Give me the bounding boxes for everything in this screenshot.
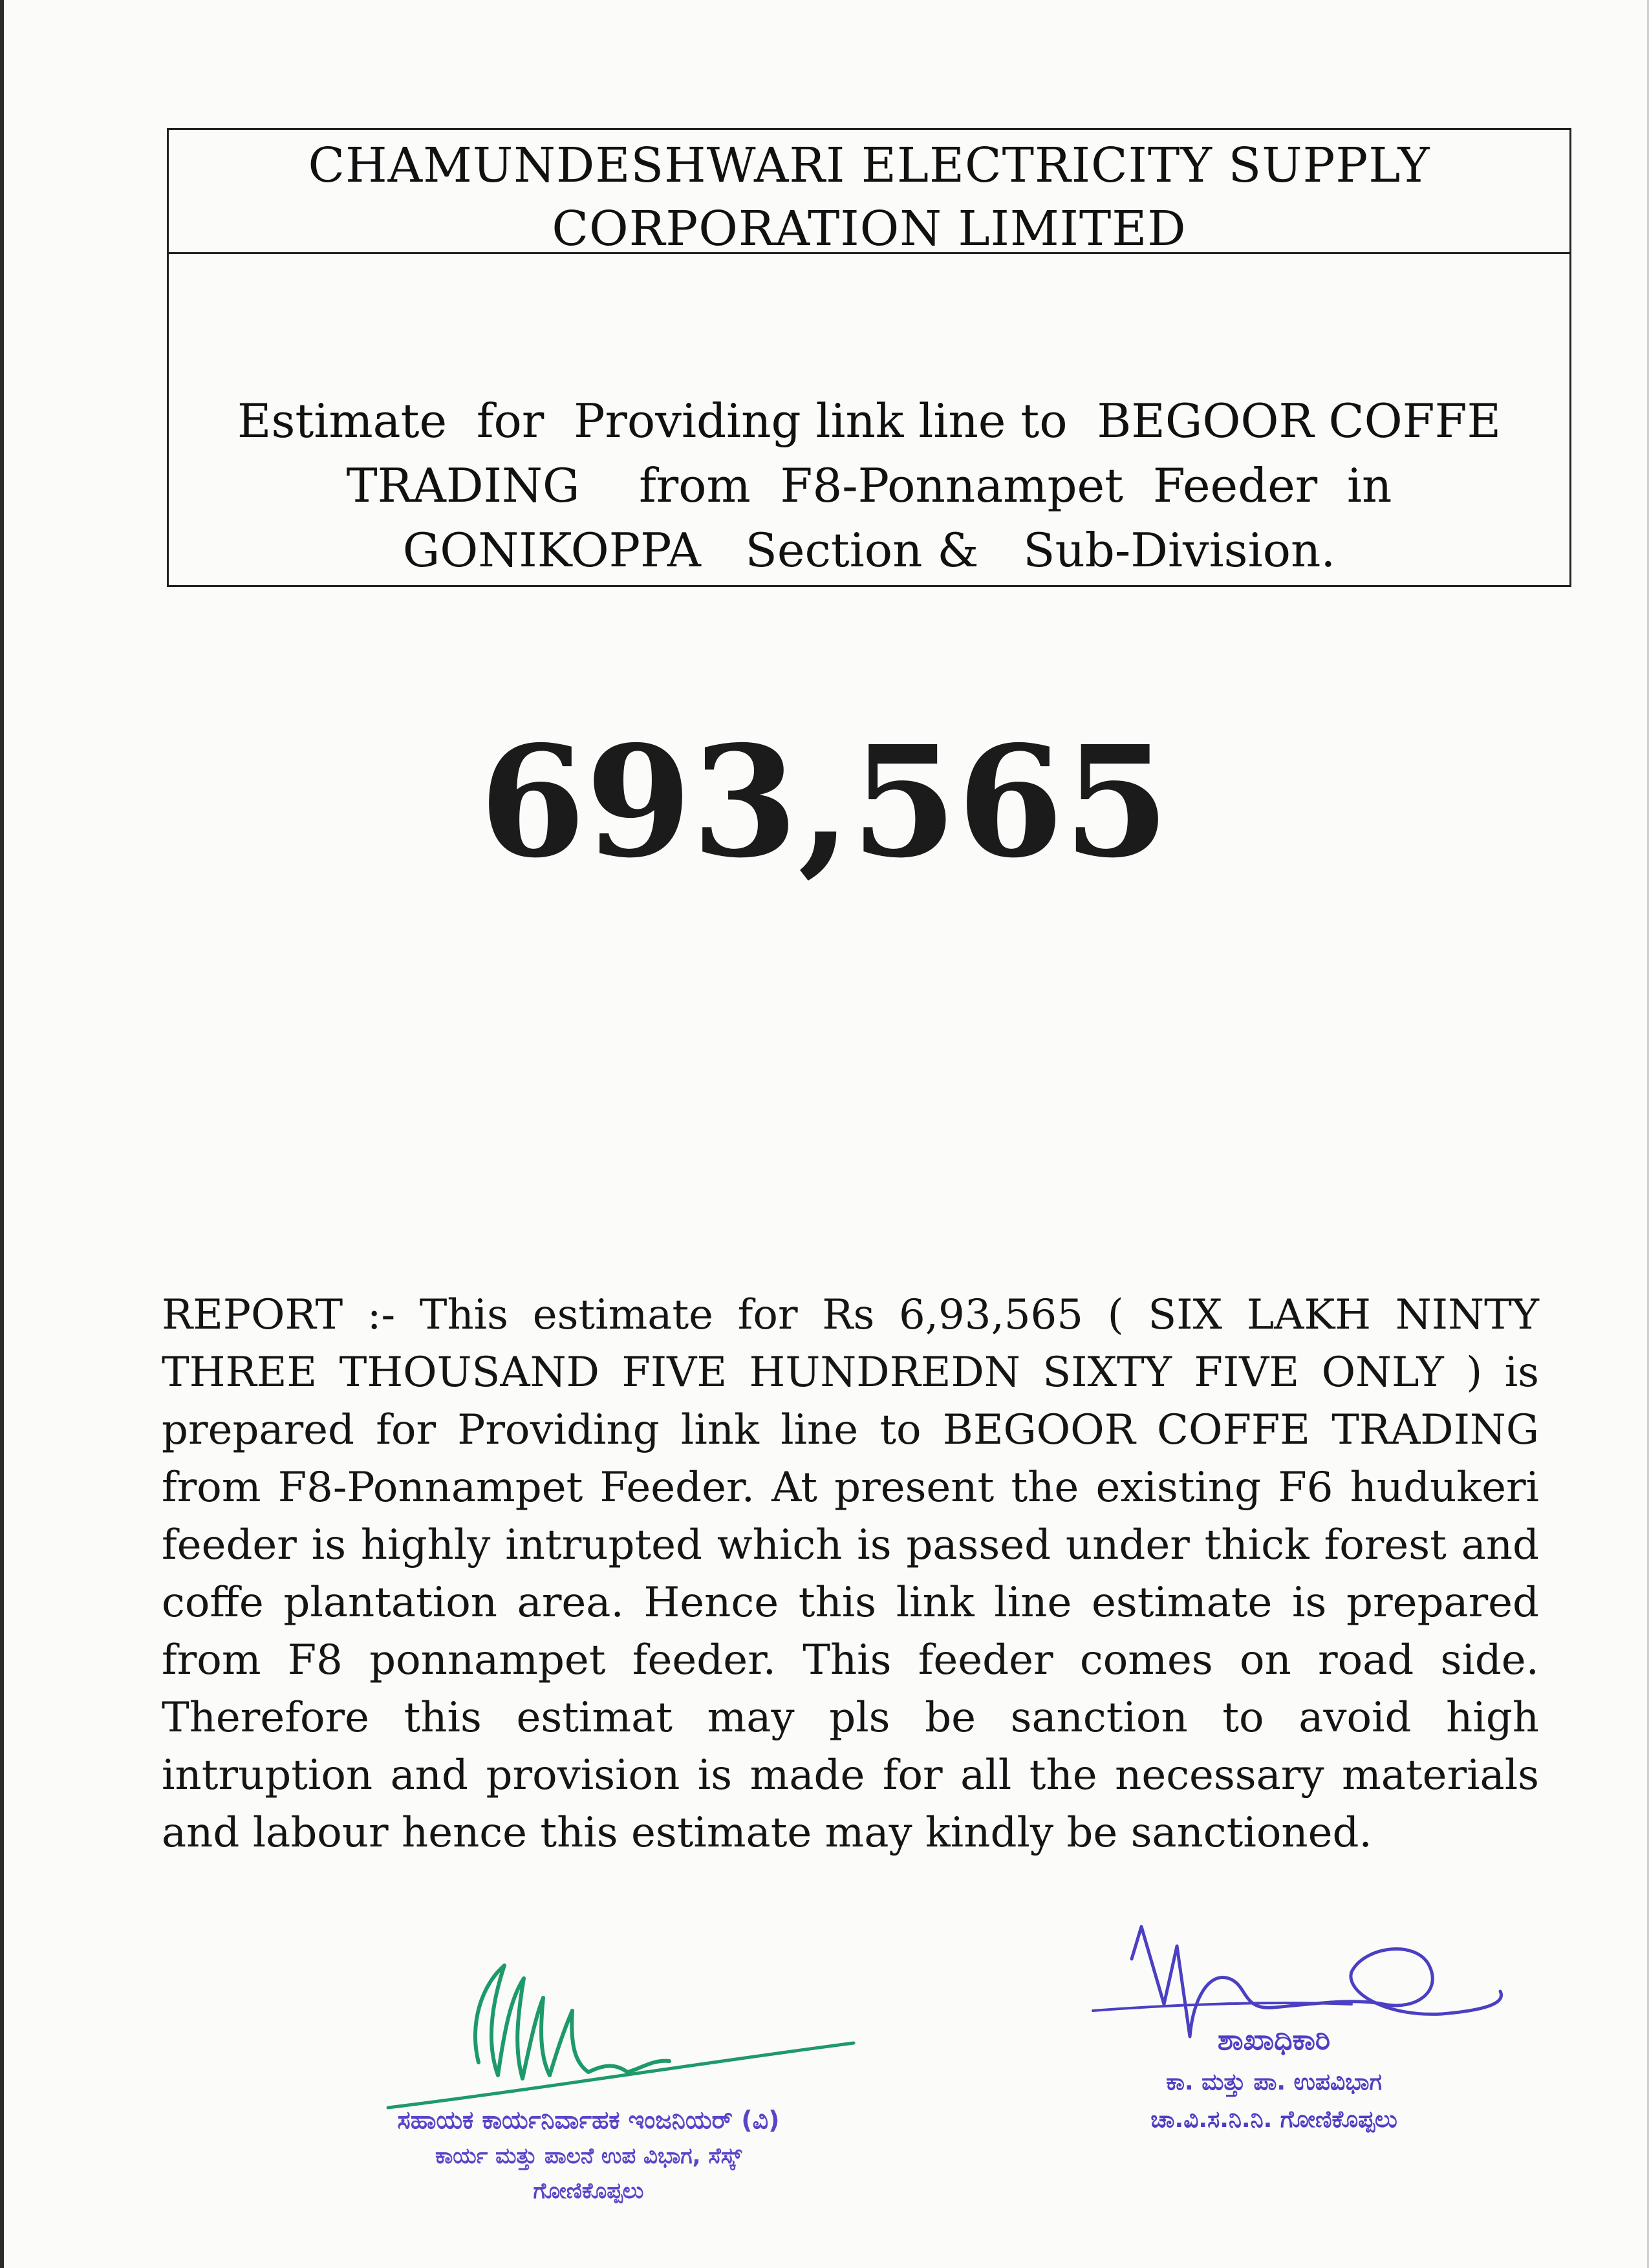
organization-name [169,130,1569,257]
org-name-line1: CHAMUNDESHWARI ELECTRICITY SUPPLY [308,138,1430,193]
left-signature-stroke [388,2043,854,2108]
estimate-title [169,254,1569,583]
report-paragraph: REPORT :- This estimate for Rs 6,93,565 ( SIX LAKH NINTY THREE THOUSAND FIVE HUNDREDN SIXTY FIVE ONLY ) is prepared for Providing link line to BEGOOR COFFE TRADING from F8-Ponnampet Feeder. At present the existing F6 hudukeri feeder is highly intrupted which is passed under thick forest and coffe plantation area. Hence this link line estimate is prepared from F8 ponnampet feeder. This feeder comes on road side. Therefore this estimat may pls be sanction to avoid high intruption and provision is made for all the necessary materials and labour hence this estimate may kindly be sanctioned. [162,1291,1539,1857]
scan-edge-left [0,0,4,2268]
right-signature-underline [1093,2003,1352,2011]
right-stamp [1086,2017,1461,2139]
left-stamp [310,2101,867,2209]
right-stamp-line2: ಕಾ. ಮತ್ತು ಪಾ. ಉಪವಿಭಾಗ [1166,2069,1382,2095]
left-stamp-line2: ಕಾರ್ಯ ಮತ್ತು ಪಾಲನೆ ಉಪ ವಿಭಾಗ, ಸೆಸ್ಕ್ [435,2143,742,2169]
estimate-amount: 693,565 [479,712,1170,892]
left-stamp-line1: ಸಹಾಯಕ ಕಾರ್ಯನಿರ್ವಾಹಕ ಇಂಜನಿಯರ್ (ವಿ) [397,2106,780,2134]
right-stamp-line3: ಚಾ.ವಿ.ಸ.ನಿ.ನಿ. ಗೋಣಿಕೊಪ್ಪಲು [1150,2106,1397,2133]
header-box [167,128,1571,587]
left-signature-scribble [475,1965,669,2079]
estimate-title-line2: TRADING from F8-Ponnampet Feeder in [346,458,1392,513]
estimate-title-line3: GONIKOPPA Section & Sub-Division. [402,523,1336,577]
org-name-line2: CORPORATION LIMITED [552,201,1187,257]
right-stamp-line1: ಶಾಖಾಧಿಕಾರಿ [1217,2024,1331,2057]
estimate-title-line1: Estimate for Providing link line to BEGOOR COFFE [237,394,1502,448]
left-stamp-line3: ಗೋಣಿಕೊಪ್ಪಲು [533,2178,644,2204]
